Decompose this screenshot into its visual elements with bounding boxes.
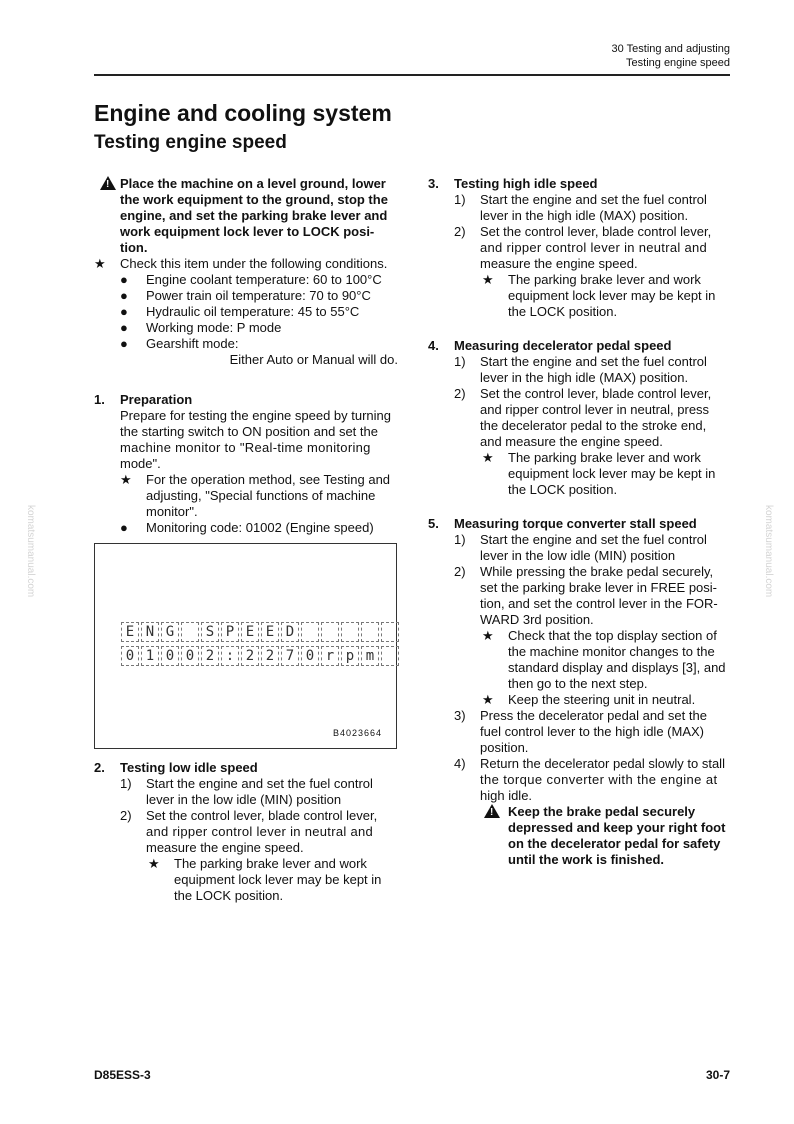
lcd-cell: 0 [161,646,179,666]
lcd-cell: 1 [141,646,159,666]
warning-icon [484,804,500,820]
footer-page-number: 30-7 [705,1068,730,1082]
section-decelerator: 4. Measuring decelerator pedal speed 1) Start the engine and set the fuel control lever in the high idle (MAX) position. 2) Set the control lever, blade control lever, and ripper control lever in neutral, press the decelerator pedal to the stroke end, and measure the engine speed. ★ The parking brake lever and work equipment lock lever may be kept in the LOCK position. [428,338,716,497]
header-section: 30 Testing and adjusting [611,43,730,55]
lcd-cell [181,622,199,642]
lcd-cell [301,622,319,642]
bullet-icon: ● [120,336,128,351]
lcd-cell: 2 [241,646,259,666]
lcd-row-1 [121,622,401,644]
lcd-panel [121,622,401,670]
lcd-cell: p [341,646,359,666]
lcd-cell: E [121,622,139,642]
condition-item: ● Hydraulic oil temperature: 45 to 55°C [120,304,360,319]
header-rule [94,74,730,76]
lcd-cell [381,646,399,666]
star-icon: ★ [482,692,494,707]
lcd-cell: P [221,622,239,642]
gearshift-note: Either Auto or Manual will do. [229,352,398,367]
lcd-cell: E [241,622,259,642]
star-icon: ★ [120,472,132,487]
lcd-cell [341,622,359,642]
section-high-idle: 3. Testing high idle speed 1) Start the engine and set the fuel control lever in the high idle (MAX) position. 2) Set the control lever, blade control lever, and ripper control lever in neutral and measure the engine speed. ★ The parking brake lever and work equipment lock lever may be kept in the LOCK position. [428,176,716,319]
figure-code: B4023664 [332,728,382,738]
page-header [612,42,730,70]
header-subsection: Testing engine speed [626,57,730,69]
star-icon: ★ [148,856,160,871]
lcd-cell: G [161,622,179,642]
left-column [94,176,398,536]
condition-item: ● Power train oil temperature: 70 to 90°C [120,288,371,303]
bullet-icon: ● [120,272,128,287]
lcd-cell: E [261,622,279,642]
star-icon: ★ [482,450,494,465]
lcd-cell: m [361,646,379,666]
section-stall-speed: 5. Measuring torque converter stall speed 1) Start the engine and set the fuel control lever in the low idle (MIN) position 2) While pressing the brake pedal securely, set the parking brake lever in FREE posi- tion, and set the control lever in the FOR- WARD 3rd position. ★ Check that the top display section of the machine monitor changes to the standard display and displays [3], and then go to the next step. ★ Keep the steering unit in neutral. 3) Press the decelerator pedal and set the fuel control lever to the high idle (MAX) position. 4) Return the decelerator pedal slowly to stall the torque converter with the engine at high idle. ! Keep the brake pedal securely depressed and keep your right foot on the decelerator pedal for safety until the work is finished. [428,516,732,868]
lcd-cell: D [281,622,299,642]
lcd-cell: 7 [281,646,299,666]
safety-warning: ! Place the machine on a level ground, lower the work equipment to the ground, stop the engine, and set the parking brake lever and work equipment lock lever to LOCK posi- tion. [94,176,398,256]
right-column [428,176,732,868]
condition-item: ● Working mode: P mode [120,320,282,335]
lcd-cell [321,622,339,642]
lcd-cell: S [201,622,219,642]
condition-item: ● Engine coolant temperature: 60 to 100°C [120,272,382,287]
lcd-cell: 0 [121,646,139,666]
star-icon: ★ [482,272,494,287]
section-low-idle: 2. Testing low idle speed 1) Start the engine and set the fuel control lever in the low idle (MIN) position 2) Set the control lever, blade control lever, and ripper control lever in neutral and measure the engine speed. ★ The parking brake lever and work equipment lock lever may be kept in the LOCK position. [94,760,382,903]
watermark-right: komatsumanual.com [763,505,774,598]
check-intro: ★ Check this item under the following conditions. [94,256,388,271]
lcd-cell: 2 [201,646,219,666]
lcd-cell: 2 [261,646,279,666]
lcd-cell [381,622,399,642]
warning-icon [100,176,116,192]
lcd-cell: 0 [181,646,199,666]
condition-item: ● Gearshift mode: [120,336,239,351]
bullet-icon: ● [120,304,128,319]
lcd-cell: r [321,646,339,666]
lcd-cell: : [221,646,239,666]
lcd-cell [361,622,379,642]
bullet-icon: ● [120,288,128,303]
footer-model: D85ESS-3 [94,1068,151,1082]
page-title: Engine and cooling system [94,100,392,126]
page-subtitle: Testing engine speed [94,132,287,153]
lcd-cell: 0 [301,646,319,666]
star-icon: ★ [94,256,106,271]
monitor-display-figure [94,543,397,749]
bullet-icon: ● [120,320,128,335]
section-preparation: 1. Preparation Prepare for testing the engine speed by turning the starting switch to ON position and set the machine monitor to "Real-time monitoring mode". ★ For the operation method, see Testing and adjusting, "Special functions of machine monitor". ● Monitoring code: 01002 (Engine speed) [94,392,392,535]
bullet-icon: ● [120,520,128,535]
lcd-row-2 [121,646,401,668]
star-icon: ★ [482,628,494,643]
watermark-left: komatsumanual.com [25,505,36,598]
lcd-cell: N [141,622,159,642]
